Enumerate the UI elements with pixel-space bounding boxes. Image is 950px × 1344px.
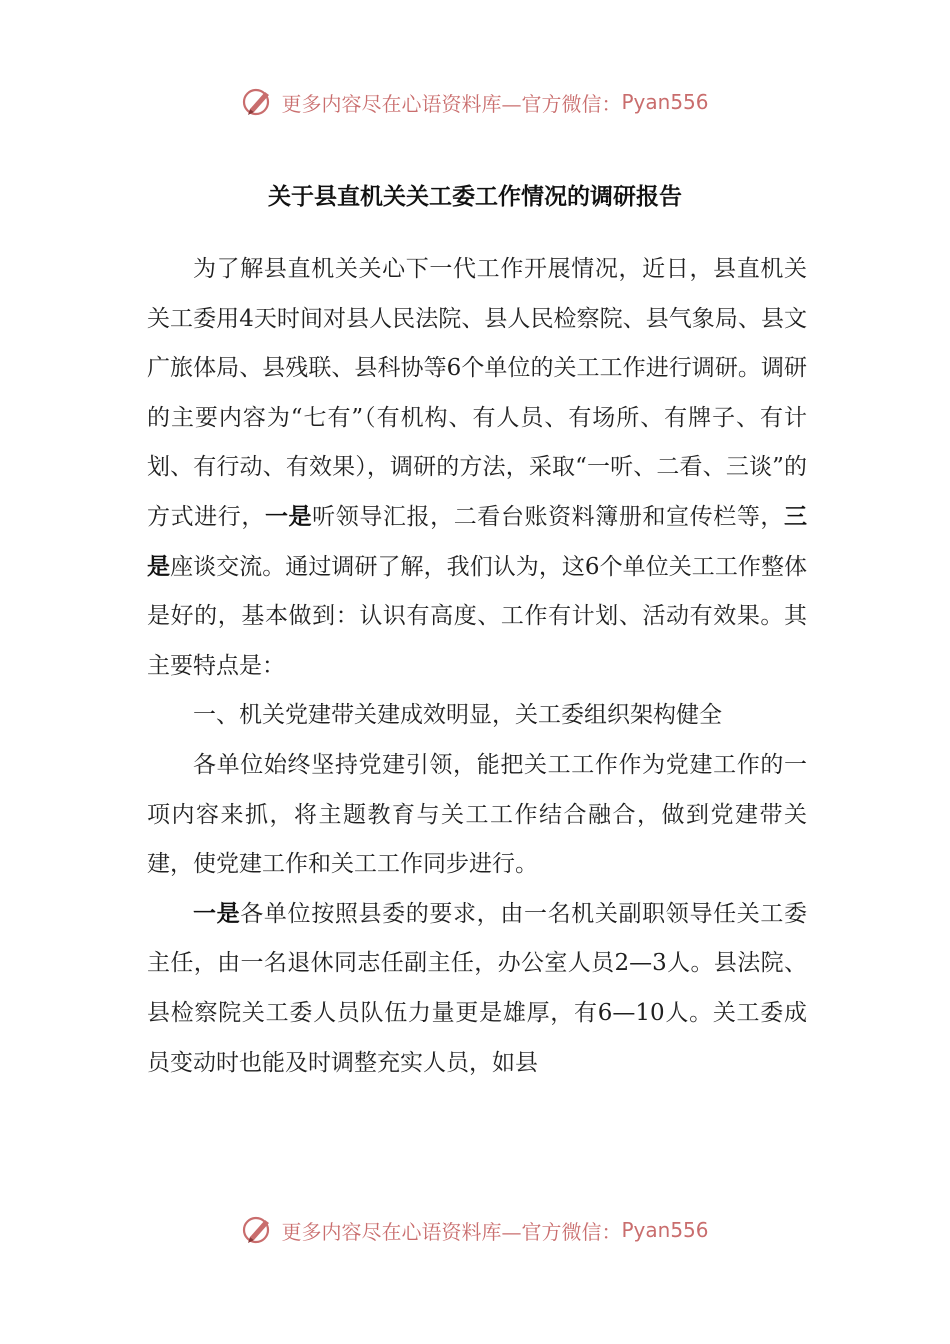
watermark-text: 更多内容尽在心语资料库—官方微信： <box>281 91 622 116</box>
pen-circle-logo-icon <box>241 85 275 119</box>
watermark-wechat-id: Pyan556 <box>621 1218 709 1242</box>
paragraph-point-1: 一是各单位按照县委的要求，由一名机关副职领导任关工委主任，由一名退休同志任副主任，办公室人员2—3人。县法院、县检察院关工委人员队伍力量更是雄厚，有6—10人。关工委成员变动时也能及时调整充实人员，如县 <box>147 900 808 1076</box>
paragraph-section-1: 各单位始终坚持党建引领，能把关工工作作为党建工作的一项内容来抓，将主题教育与关工工作结合融合，做到党建带关建，使党建工作和关工工作同步进行。 <box>147 751 807 878</box>
watermark-text: 更多内容尽在心语资料库—官方微信： <box>281 1219 622 1244</box>
emphasis-first: 一是 <box>264 503 313 530</box>
emphasis-first: 一是 <box>193 900 241 927</box>
pen-circle-logo-icon <box>241 1213 275 1247</box>
section-heading-1: 一、机关党建带关建成效明显，关工委组织架构健全 <box>193 702 722 729</box>
watermark-header <box>0 82 950 122</box>
emphasis-third: 三是 <box>147 503 808 580</box>
document-body <box>147 245 807 1088</box>
document-title: 关于县直机关关工委工作情况的调研报告 <box>268 184 682 210</box>
watermark-footer <box>0 1210 950 1250</box>
paragraph-intro: 为了解县直机关关心下一代工作开展情况，近日，县直机关关工委用4天时间对县人民法院、县人民检察院、县气象局、县文广旅体局、县残联、县科协等6个单位的关工工作进行调研。调研的主要内容为“七有”（有机构、有人员、有场所、有牌子、有计划、有行动、有效果），调研的方法，采取“一听、二看、三谈”的方式进行，一是听领导汇报，二看台账资料簿册和宣传栏等，三是座谈交流。通过调研了解，我们认为，这6个单位关工工作整体是好的，基本做到：认识有高度、工作有计划、活动有效果。其主要特点是： <box>147 256 808 679</box>
watermark-wechat-id: Pyan556 <box>621 90 709 114</box>
